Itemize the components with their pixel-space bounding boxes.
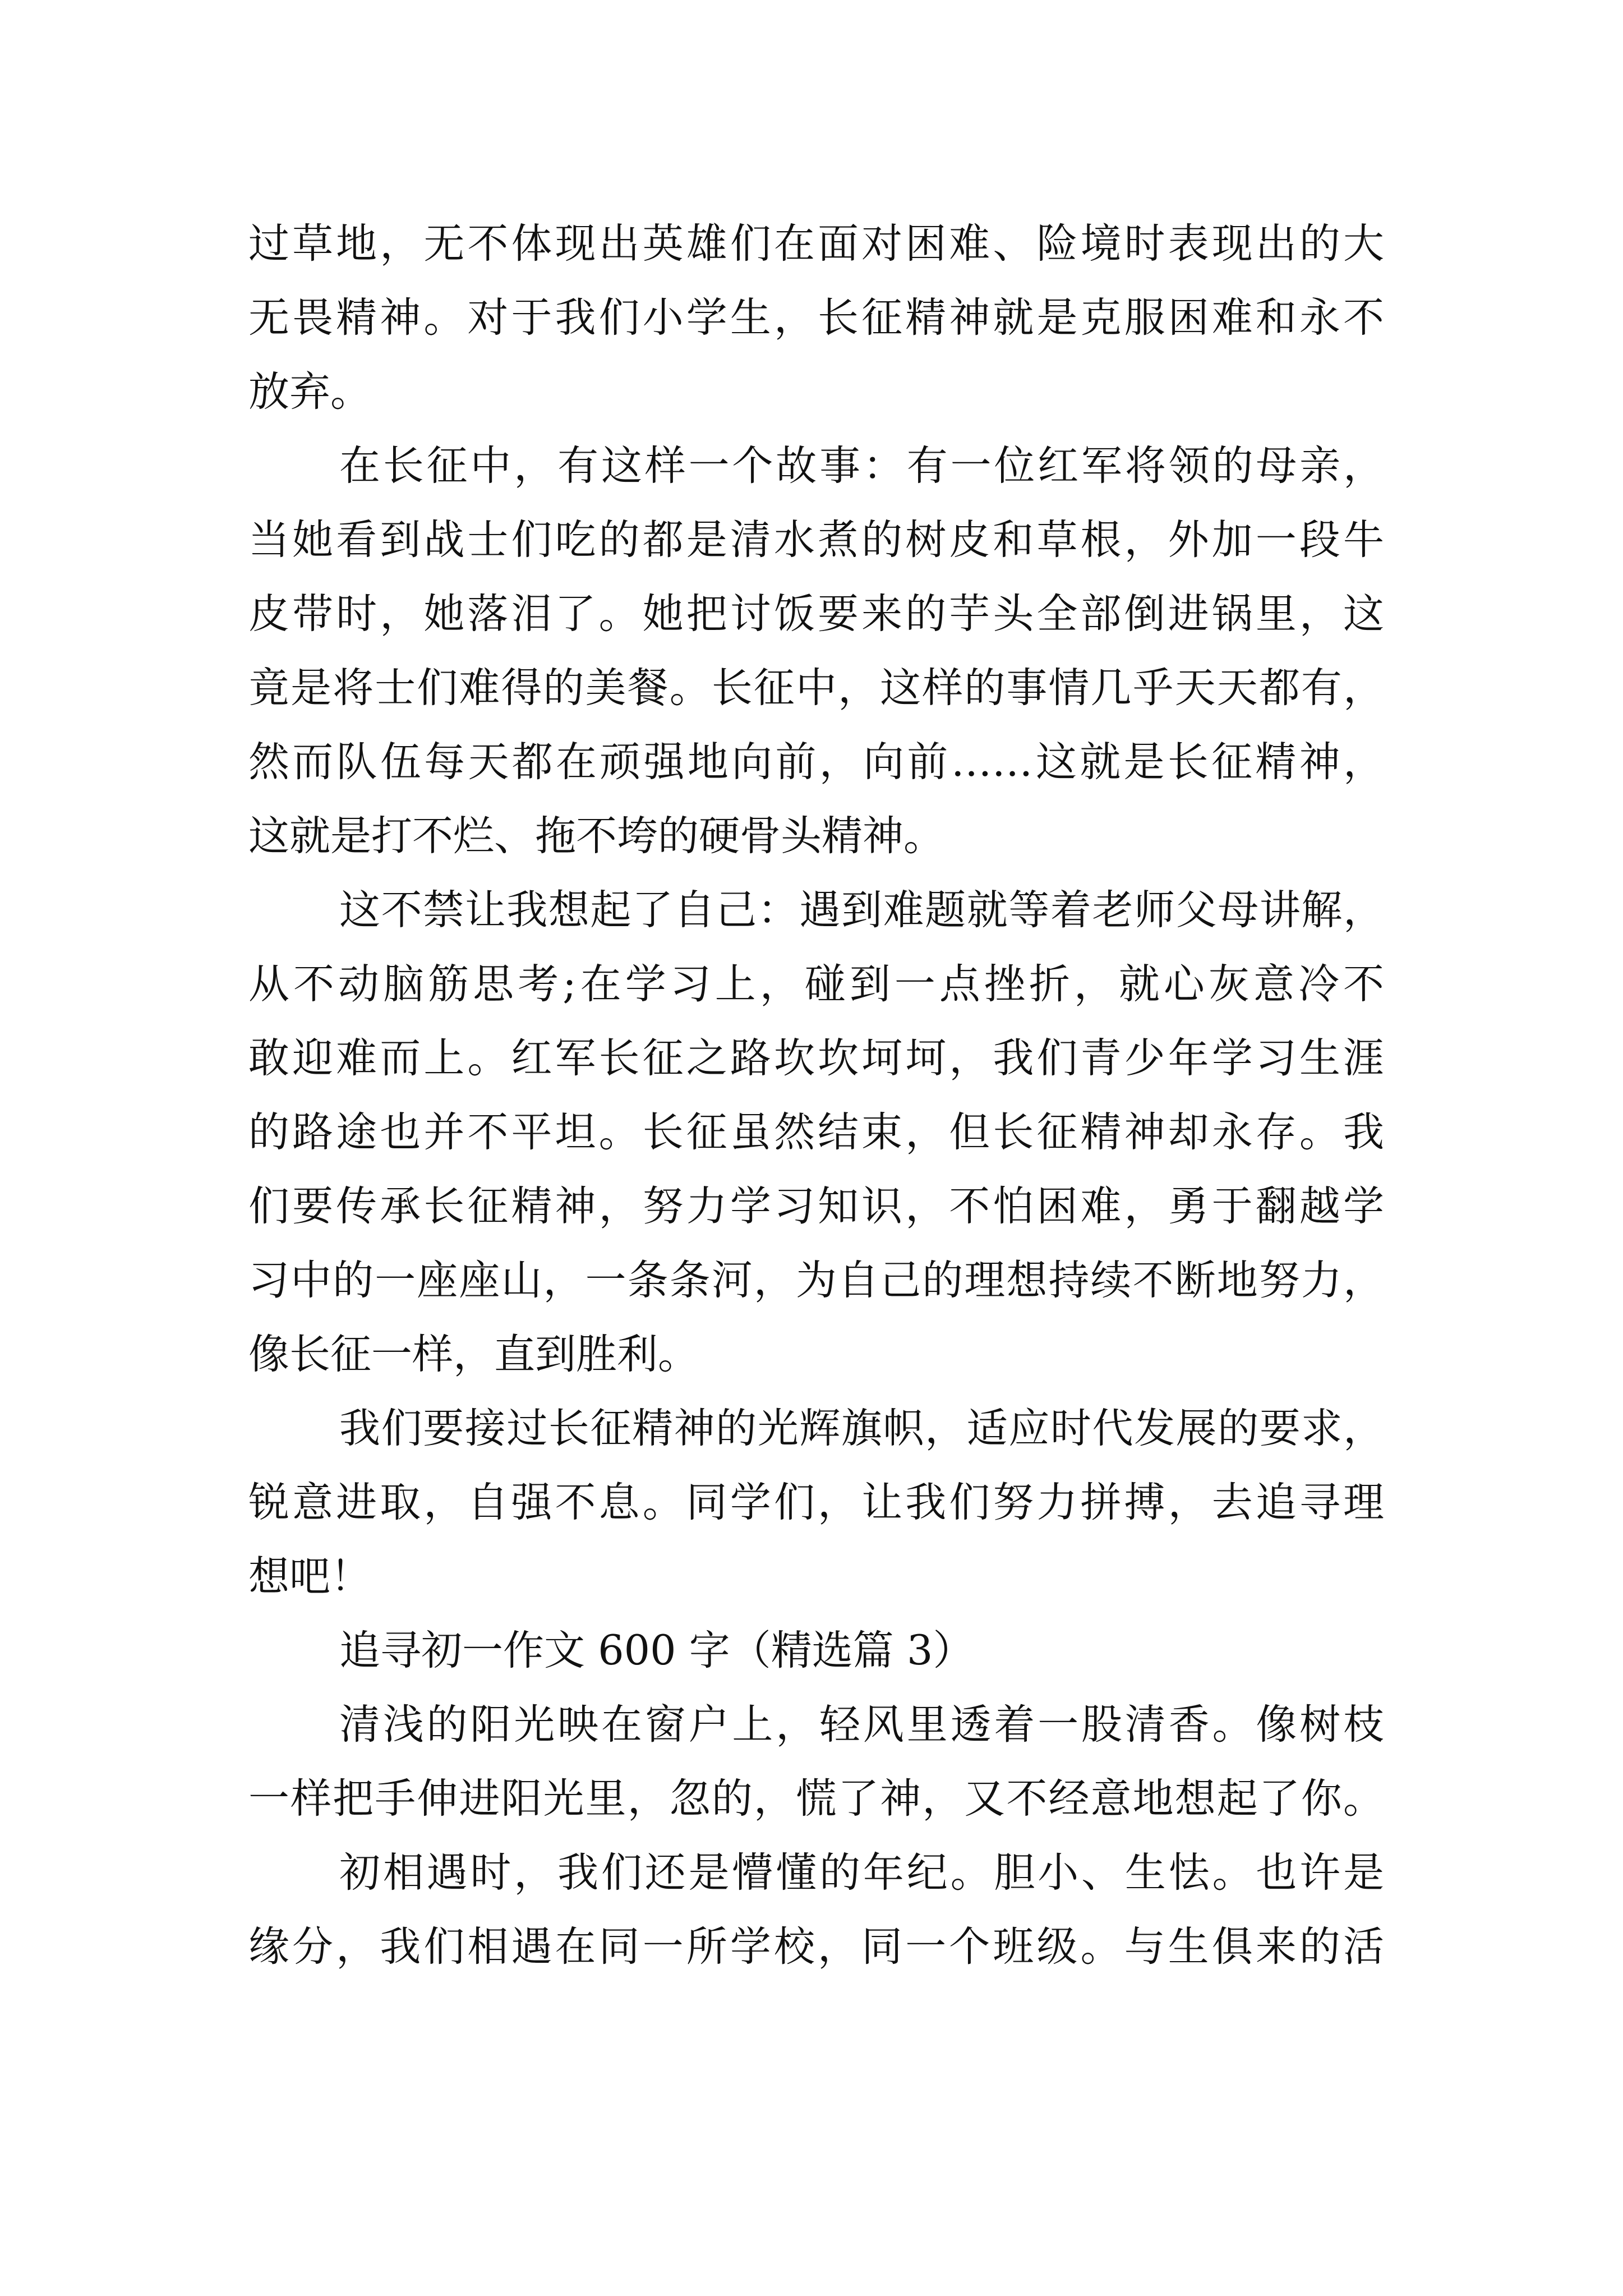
paragraph-line: 一样把手伸进阳光里，忽的，慌了神，又不经意地想起了你。 xyxy=(248,1775,1384,1823)
paragraph-line: 在长征中，有这样一个故事：有一位红军将领的母亲， xyxy=(339,442,1384,490)
paragraph-line: 过草地，无不体现出英雄们在面对困难、险境时表现出的大 xyxy=(248,220,1384,268)
paragraph-line: 从不动脑筋思考;在学习上，碰到一点挫折，就心灰意冷不 xyxy=(248,960,1384,1008)
paragraph-line: 然而队伍每天都在顽强地向前，向前……这就是长征精神， xyxy=(248,738,1384,786)
paragraph-line: 缘分，我们相遇在同一所学校，同一个班级。与生俱来的活 xyxy=(248,1923,1384,1971)
paragraph-line: 锐意进取，自强不息。同学们，让我们努力拼搏，去追寻理 xyxy=(248,1479,1384,1526)
paragraph-line: 这不禁让我想起了自己：遇到难题就等着老师父母讲解， xyxy=(339,886,1384,934)
paragraph-line: 们要传承长征精神，努力学习知识，不怕困难，勇于翻越学 xyxy=(248,1182,1384,1230)
paragraph-line: 像长征一样，直到胜利。 xyxy=(248,1331,699,1378)
paragraph-line: 想吧！ xyxy=(248,1553,371,1600)
paragraph-line: 我们要接过长征精神的光辉旗帜，适应时代发展的要求， xyxy=(339,1405,1384,1452)
paragraph-line: 敢迎难而上。红军长征之路坎坎坷坷，我们青少年学习生涯 xyxy=(248,1034,1384,1082)
paragraph-line: 当她看到战士们吃的都是清水煮的树皮和草根，外加一段牛 xyxy=(248,516,1384,564)
paragraph-line: 无畏精神。对于我们小学生，长征精神就是克服困难和永不 xyxy=(248,294,1384,342)
paragraph-line: 初相遇时，我们还是懵懂的年纪。胆小、生怯。也许是 xyxy=(339,1849,1384,1897)
paragraph-line: 习中的一座座山，一条条河，为自己的理想持续不断地努力， xyxy=(248,1257,1384,1304)
paragraph-line: 清浅的阳光映在窗户上，轻风里透着一股清香。像树枝 xyxy=(339,1701,1384,1749)
paragraph-line: 竟是将士们难得的美餐。长征中，这样的事情几乎天天都有， xyxy=(248,664,1384,712)
paragraph-line: 皮带时，她落泪了。她把讨饭要来的芋头全部倒进锅里，这 xyxy=(248,590,1384,638)
paragraph-line: 这就是打不烂、拖不垮的硬骨头精神。 xyxy=(248,812,944,860)
paragraph-line: 放弃。 xyxy=(248,368,371,416)
paragraph-line: 的路途也并不平坦。长征虽然结束，但长征精神却永存。我 xyxy=(248,1108,1384,1156)
section-heading: 追寻初一作文 600 字（精选篇 3） xyxy=(339,1627,974,1674)
